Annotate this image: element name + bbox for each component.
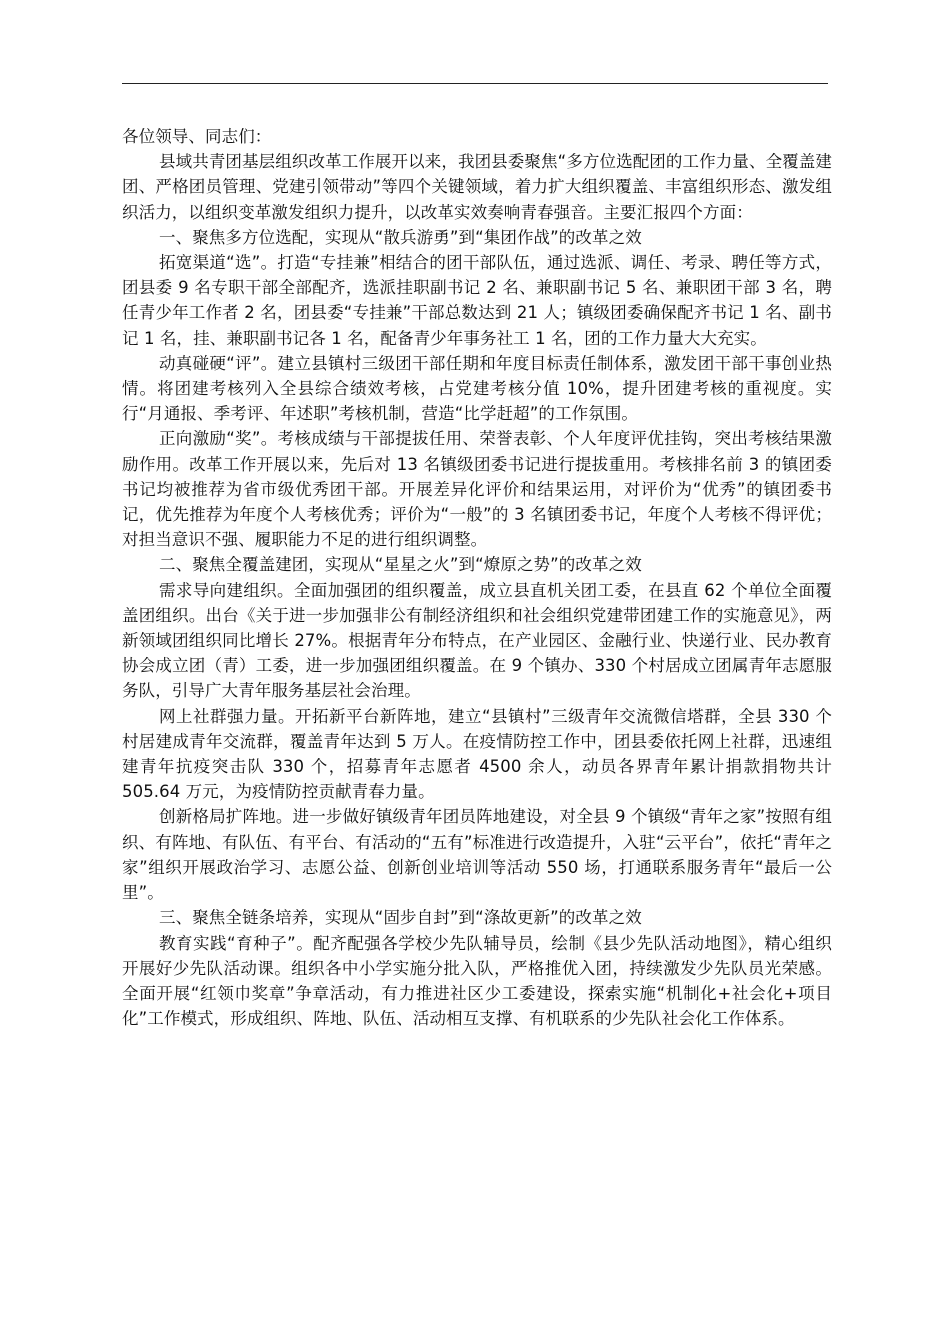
section2-paragraph-2: 网上社群强力量。开拓新平台新阵地，建立“县镇村”三级青年交流微信塔群，全县 330 个村居建成青年交流群，覆盖青年达到 5 万人。在疫情防控工作中，团县委依托网上社群，迅速组建青年抗疫突击队 330 个，招募青年志愿者 4500 余人，动员各界青年累计捐款捐物共计 505.64 万元，为疫情防控贡献青春力量。 bbox=[122, 706, 832, 802]
section2-paragraph-1: 需求导向建组织。全面加强团的组织覆盖，成立县直机关团工委，在县直 62 个单位全面覆盖团组织。出台《关于进一步加强非公有制经济组织和社会组织党建带团建工作的实施意见》，两新领域团组织同比增长 27%。根据青年分布特点，在产业园区、金融行业、快递行业、民办教育协会成立团（青）工委，进一步加强团组织覆盖。在 9 个镇办、330 个村居成立团属青年志愿服务队，引导广大青年服务基层社会治理。 bbox=[122, 580, 832, 701]
section1-paragraph-1: 拓宽渠道“选”。打造“专挂兼”相结合的团干部队伍，通过选派、调任、考录、聘任等方式，团县委 9 名专职干部全部配齐，选派挂职副书记 2 名、兼职副书记 5 名、兼职团干部 3 名，聘任青少年工作者 2 名，团县委“专挂兼”干部总数达到 21 人；镇级团委确保配齐书记 1 名、副书记 1 名，挂、兼职副书记各 1 名，配备青少年事务社工 1 名，团的工作力量大大充实。 bbox=[122, 253, 832, 348]
section3-paragraph-1: 教育实践“育种子”。配齐配强各学校少先队辅导员，绘制《县少先队活动地图》，精心组织开展好少先队活动课。组织各中小学实施分批入队，严格推优入团，持续激发少先队员光荣感。全面开展“红领巾奖章”争章活动，有力推进社区少工委建设，探索实施“机制化+社会化+项目化”工作模式，形成组织、阵地、队伍、活动相互支撑、有机联系的少先队社会化工作体系。 bbox=[122, 933, 832, 1029]
section1-heading: 一、聚焦多方位选配，实现从“散兵游勇”到“集团作战”的改革之效 bbox=[159, 227, 642, 247]
salutation: 各位领导、同志们： bbox=[122, 127, 272, 146]
document-body bbox=[122, 124, 832, 1031]
section3-heading: 三、聚焦全链条培养，实现从“固步自封”到“涤故更新”的改革之效 bbox=[159, 908, 642, 928]
section1-paragraph-3: 正向激励“奖”。考核成绩与干部提拔任用、荣誉表彰、个人年度评优挂钩，突出考核结果激励作用。改革工作开展以来，先后对 13 名镇级团委书记进行提拔重用。考核排名前 3 的镇团委书记均被推荐为省市级优秀团干部。开展差异化评价和结果运用，对评价为“优秀”的镇团委书记，优先推荐为年度个人考核优秀；评价为“一般”的 3 名镇团委书记，年度个人考核不得评优；对担当意识不强、履职能力不足的进行组织调整。 bbox=[122, 429, 832, 550]
section1-paragraph-2: 动真碰硬“评”。建立县镇村三级团干部任期和年度目标责任制体系，激发团干部干事创业热情。将团建考核列入全县综合绩效考核，占党建考核分值 10%，提升团建考核的重视度。实行“月通报、季考评、年述职”考核机制，营造“比学赶超”的工作氛围。 bbox=[122, 353, 832, 424]
section2-paragraph-3: 创新格局扩阵地。进一步做好镇级青年团员阵地建设，对全县 9 个镇级“青年之家”按照有组织、有阵地、有队伍、有平台、有活动的“五有”标准进行改造提升，入驻“云平台”，依托“青年之家”组织开展政治学习、志愿公益、创新创业培训等活动 550 场，打通联系服务青年“最后一公里”。 bbox=[122, 807, 832, 903]
section2-heading: 二、聚焦全覆盖建团，实现从“星星之火”到“燎原之势”的改革之效 bbox=[159, 555, 642, 575]
header-rule bbox=[122, 83, 828, 84]
intro-paragraph: 县域共青团基层组织改革工作展开以来，我团县委聚焦“多方位选配团的工作力量、全覆盖建团、严格团员管理、党建引领带动”等四个关键领域，着力扩大组织覆盖、丰富组织形态、激发组织活力，以组织变革激发组织力提升，以改革实效奏响青春强音。主要汇报四个方面： bbox=[122, 152, 832, 222]
